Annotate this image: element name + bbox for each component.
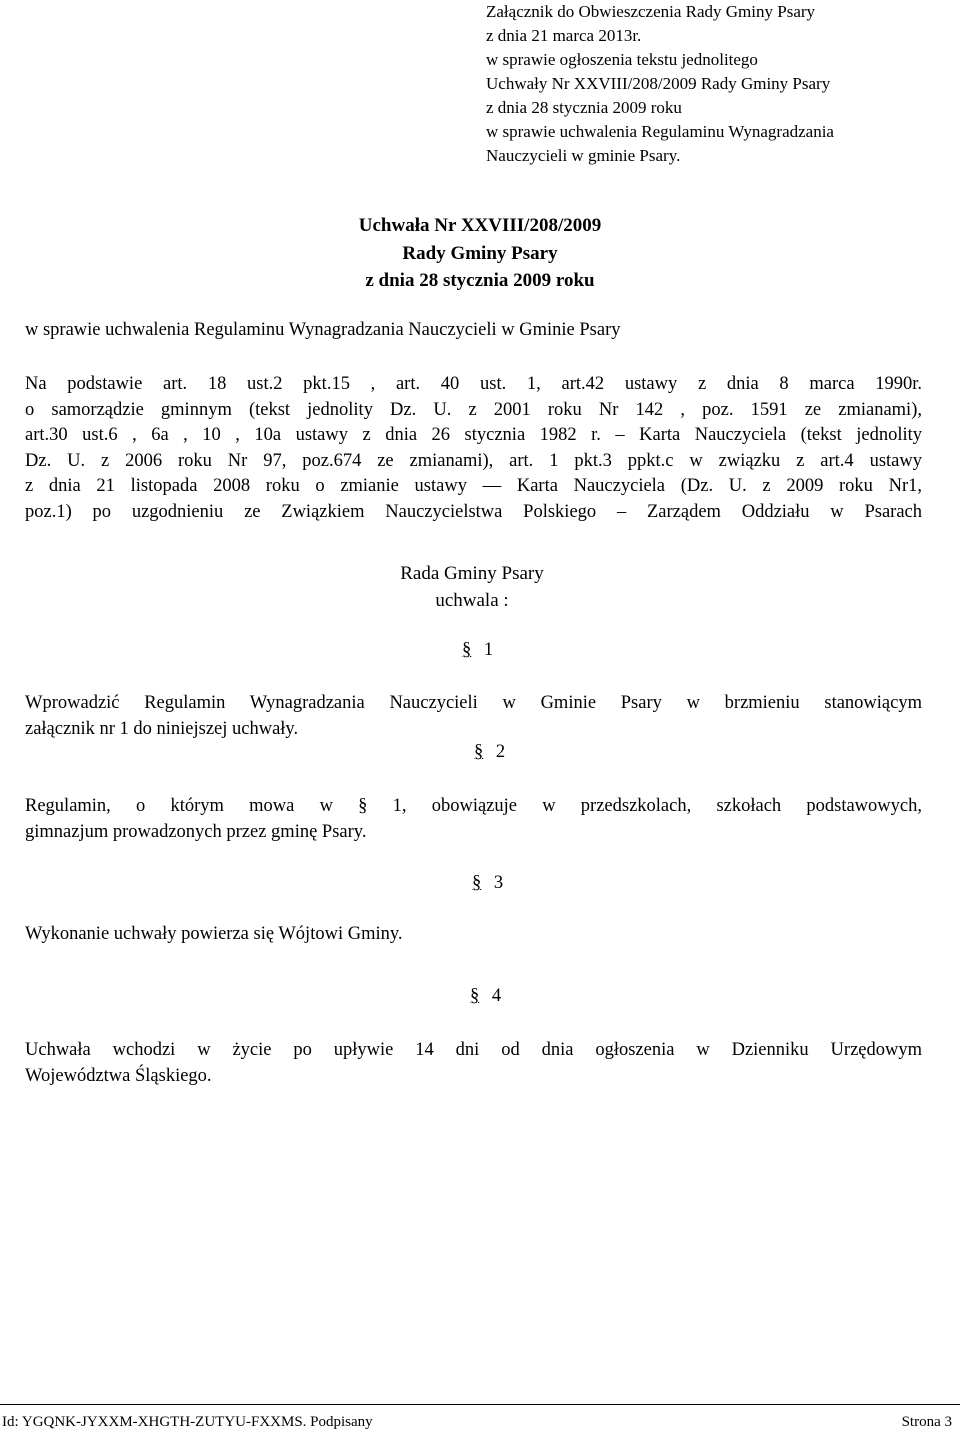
section-heading: [462, 640, 493, 661]
subject-line: w sprawie uchwalenia Regulaminu Wynagradzania Nauczycieli w Gminie Psary: [25, 320, 621, 340]
section-symbol: §: [472, 873, 482, 893]
section-text: [25, 1038, 922, 1089]
title-line-1: Uchwała Nr XXVIII/208/2009: [358, 215, 602, 236]
header-line: z dnia 21 marca 2013r.: [486, 26, 642, 45]
section-symbol: §: [470, 986, 480, 1006]
section-number: 3: [493, 873, 504, 893]
section-line: Wprowadzić Regulamin Wynagradzania Nauczycieli w Gminie Psary w brzmieniu stanowiącym: [25, 693, 922, 713]
header-line: Nauczycieli w gminie Psary.: [486, 146, 681, 165]
legal-basis-line: Na podstawie art. 18 ust.2 pkt.15 , art. 40 ust. 1, art.42 ustawy z dnia 8 marca 1990r.: [25, 374, 922, 394]
title-line-2: Rady Gminy Psary: [402, 243, 558, 264]
section-number: 2: [495, 742, 506, 762]
section-line: Województwa Śląskiego.: [25, 1065, 212, 1086]
section-symbol: §: [474, 742, 484, 762]
header-line: w sprawie uchwalenia Regulaminu Wynagradzania: [486, 122, 834, 141]
council-name: Rada Gminy Psary: [400, 563, 544, 584]
section-heading: [474, 742, 505, 763]
section-line: Wykonanie uchwały powierza się Wójtowi Gminy.: [25, 924, 403, 944]
section-line: Uchwała wchodzi w życie po upływie 14 dni od dnia ogłoszenia w Dzienniku Urzędowym: [25, 1040, 922, 1060]
section-line: załącznik nr 1 do niniejszej uchwały.: [25, 718, 299, 739]
section-text: [25, 691, 922, 742]
title-line-3: z dnia 28 stycznia 2009 roku: [365, 270, 595, 291]
section-symbol: §: [462, 640, 472, 660]
legal-basis-paragraph: [25, 372, 922, 525]
header-line: Uchwały Nr XXVIII/208/2009 Rady Gminy Psary: [486, 74, 831, 93]
legal-basis-line: art.30 ust.6 , 6a , 10 , 10a ustawy z dnia 26 stycznia 1982 r. – Karta Nauczyciela (tekst jednolity: [25, 425, 922, 445]
section-heading: [472, 873, 503, 894]
footer-divider: [0, 1404, 960, 1405]
header-line: Załącznik do Obwieszczenia Rady Gminy Psary: [486, 2, 816, 21]
legal-basis-line: o samorządzie gminnym (tekst jednolity Dz. U. z 2001 roku Nr 142 , poz. 1591 ze zmianami),: [25, 399, 922, 420]
section-line: gimnazjum prowadzonych przez gminę Psary.: [25, 821, 367, 842]
section-text: [25, 794, 922, 845]
page-number: Strona 3: [901, 1414, 952, 1430]
legal-basis-line: Dz. U. z 2006 roku Nr 97, poz.674 ze zmianami), art. 1 pkt.3 ppkt.c w związku z art.4 ustawy: [25, 450, 922, 471]
section-number: 1: [483, 640, 494, 660]
section-number: 4: [491, 986, 502, 1006]
section-line: Regulamin, o którym mowa w § 1, obowiązuje w przedszkolach, szkołach podstawowych,: [25, 796, 922, 816]
resolves-label: uchwala :: [435, 590, 509, 611]
section-heading: [470, 986, 501, 1007]
legal-basis-line: poz.1) po uzgodnieniu ze Związkiem Nauczycielstwa Polskiego – Zarządem Oddziału w Psarach: [25, 501, 922, 522]
header-line: z dnia 28 stycznia 2009 roku: [486, 98, 682, 117]
legal-basis-line: z dnia 21 listopada 2008 roku o zmianie ustawy — Karta Nauczyciela (Dz. U. z 2009 roku Nr1,: [25, 476, 922, 496]
document-id: Id: YGQNK-JYXXM-XHGTH-ZUTYU-FXXMS. Podpisany: [2, 1414, 373, 1430]
header-line: w sprawie ogłoszenia tekstu jednolitego: [486, 50, 758, 69]
